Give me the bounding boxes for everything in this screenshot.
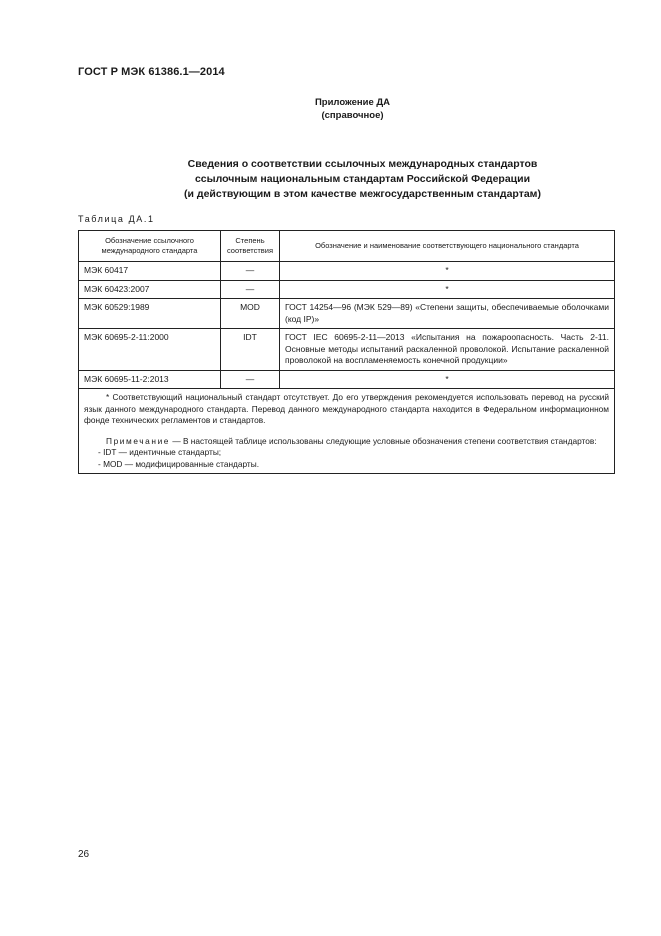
header-national-standard: Обозначение и наименование соответствующего национального стандарта bbox=[280, 231, 615, 262]
page-number: 26 bbox=[78, 849, 90, 860]
cell-national-standard: * bbox=[280, 280, 615, 299]
table-row bbox=[79, 370, 615, 389]
title-line-3: (и действующим в этом качестве межгосударственным стандартам) bbox=[184, 188, 541, 200]
cell-national-standard: ГОСТ IEC 60695-2-11—2013 «Испытания на пожароопасность. Часть 2-11. Основные методы испытаний раскаленной проволокой. Испытание раскаленной проволокой на воспламеняемость конечной продукции» bbox=[280, 329, 615, 371]
annex-heading bbox=[0, 96, 661, 122]
table-row bbox=[79, 262, 615, 281]
note-label: Примечание bbox=[106, 435, 171, 446]
standards-correspondence-table bbox=[78, 230, 615, 474]
title-line-1: Сведения о соответствии ссылочных международных стандартов bbox=[187, 158, 538, 170]
cell-intl-standard: МЭК 60417 bbox=[79, 262, 221, 281]
cell-degree: MOD bbox=[221, 299, 280, 329]
annex-title: Приложение ДА bbox=[314, 97, 391, 108]
document-title bbox=[78, 157, 615, 202]
cell-degree: — bbox=[221, 262, 280, 281]
cell-intl-standard: МЭК 60529:1989 bbox=[79, 299, 221, 329]
cell-national-standard: ГОСТ 14254—96 (МЭК 529—89) «Степени защиты, обеспечиваемые оболочками (код IP)» bbox=[280, 299, 615, 329]
cell-degree: — bbox=[221, 280, 280, 299]
cell-degree: — bbox=[221, 370, 280, 389]
cell-national-standard: * bbox=[280, 262, 615, 281]
cell-national-standard: * bbox=[280, 370, 615, 389]
cell-intl-standard: МЭК 60695-11-2:2013 bbox=[79, 370, 221, 389]
table-caption: Таблица ДА.1 bbox=[78, 214, 155, 224]
table-row bbox=[79, 299, 615, 329]
cell-intl-standard: МЭК 60695-2-11:2000 bbox=[79, 329, 221, 371]
table-header-row bbox=[79, 231, 615, 262]
note-item-mod: - MOD — модифицированные стандарты. bbox=[98, 458, 260, 469]
table-footnote-row bbox=[79, 389, 615, 474]
annex-subtitle: (справочное) bbox=[321, 110, 384, 121]
footnote-text: * Соответствующий национальный стандарт отсутствует. До его утверждения рекомендуется использовать перевод на русский язык данного международного стандарта. Перевод данного международного стандарта находится в Федеральном информационном фонде технических регламентов и стандартов. bbox=[84, 392, 609, 425]
note-text: — В настоящей таблице использованы следующие условные обозначения степени соответствия стандартов: bbox=[170, 435, 597, 446]
header-intl-standard: Обозначение ссылочного международного стандарта bbox=[79, 231, 221, 262]
note-item-idt: - IDT — идентичные стандарты; bbox=[98, 447, 222, 457]
table-row bbox=[79, 329, 615, 371]
cell-degree: IDT bbox=[221, 329, 280, 371]
table-row bbox=[79, 280, 615, 299]
cell-intl-standard: МЭК 60423:2007 bbox=[79, 280, 221, 299]
standard-code-header: ГОСТ Р МЭК 61386.1—2014 bbox=[78, 66, 225, 78]
header-degree: Степень соответствия bbox=[221, 231, 280, 262]
title-line-2: ссылочным национальным стандартам Российской Федерации bbox=[194, 173, 531, 185]
note-paragraph bbox=[84, 436, 609, 448]
table-footnote-cell bbox=[79, 389, 615, 474]
